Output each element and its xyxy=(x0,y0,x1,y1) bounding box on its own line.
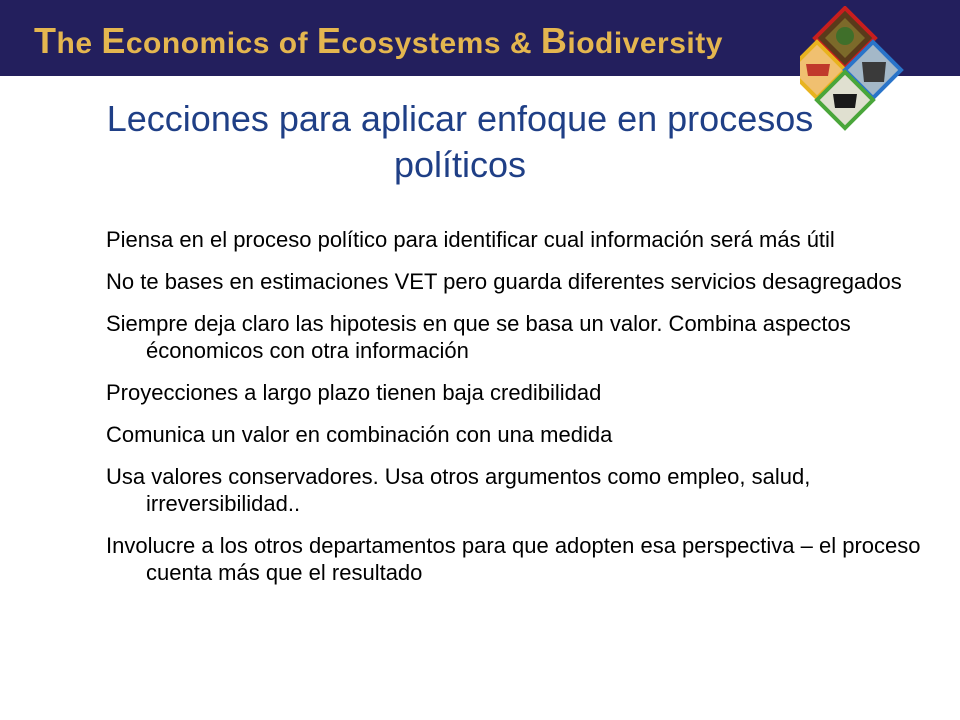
bullet-item: Involucre a los otros departamentos para que adopten esa perspectiva – el proceso cuenta más que el resultado xyxy=(106,533,921,585)
banner-cap-e2: E xyxy=(316,20,342,61)
banner-word: conomics of xyxy=(125,27,317,60)
banner-word: cosystems & xyxy=(341,27,541,60)
banner-word: iodiversity xyxy=(567,27,723,60)
slide-title xyxy=(20,96,900,188)
banner-cap-b: B xyxy=(540,20,568,61)
banner-word: he xyxy=(56,27,102,60)
banner-title xyxy=(34,20,723,62)
bullet-item: Usa valores conservadores. Usa otros argumentos como empleo, salud, irreversibilidad.. xyxy=(106,464,811,516)
bullet-item: Piensa en el proceso político para identificar cual información será más útil xyxy=(106,227,835,252)
banner-cap-t: T xyxy=(34,20,57,61)
bullet-list xyxy=(106,226,926,601)
slide-title-line-1: Lecciones para aplicar enfoque en procesos xyxy=(106,98,814,139)
bullet-item: No te bases en estimaciones VET pero guarda diferentes servicios desagregados xyxy=(106,269,902,294)
banner-cap-e1: E xyxy=(101,20,126,61)
bullet-item: Proyecciones a largo plazo tienen baja credibilidad xyxy=(106,380,602,405)
slide-title-line-2: políticos xyxy=(393,144,527,185)
bullet-item: Comunica un valor en combinación con una medida xyxy=(106,422,613,447)
bullet-item: Siempre deja claro las hipotesis en que se basa un valor. Combina aspectos économicos con otra información xyxy=(106,311,851,363)
